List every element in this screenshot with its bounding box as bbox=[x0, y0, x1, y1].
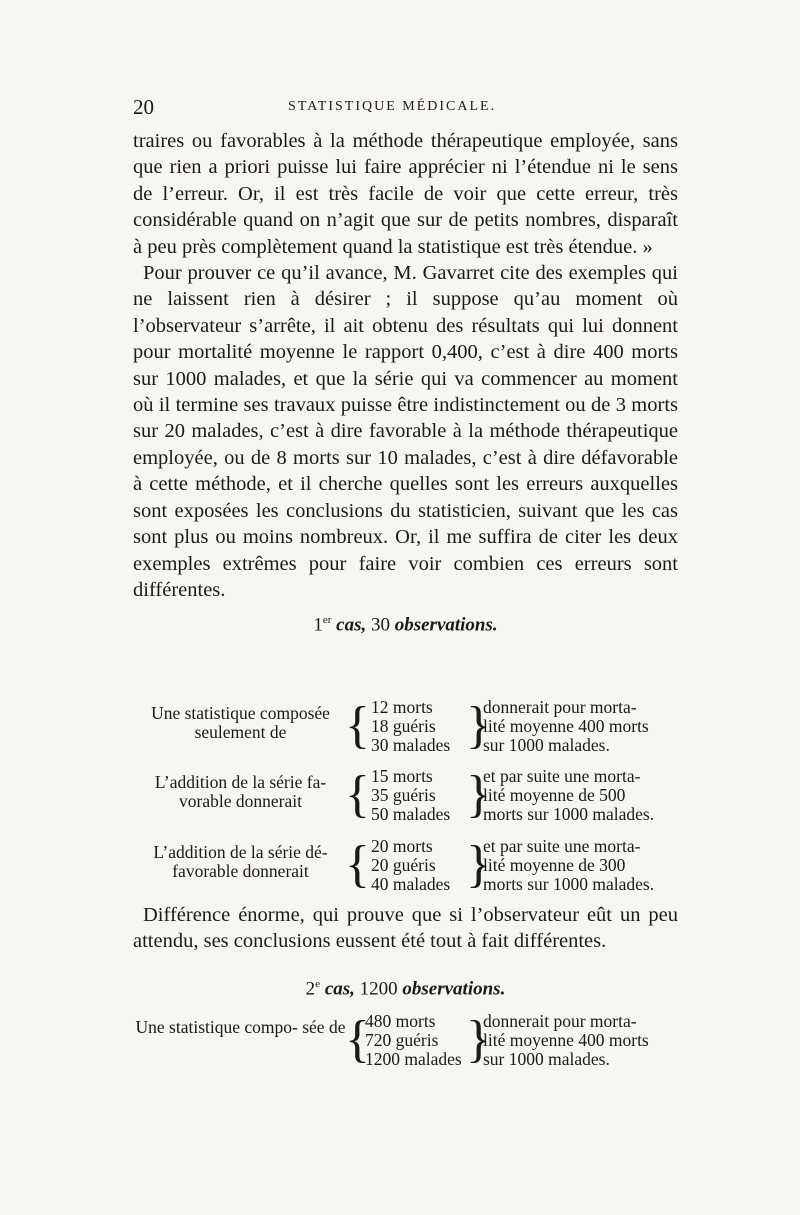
brace-glyph: { bbox=[345, 1011, 370, 1068]
row-label: Une statistique compo- sée de bbox=[135, 1017, 346, 1037]
brace-glyph: { bbox=[345, 766, 370, 823]
running-title: STATISTIQUE MÉDICALE. bbox=[288, 99, 497, 114]
case-1-caption: 1er cas, 30 observations. bbox=[313, 614, 498, 636]
row-values: 20 morts 20 guéris 40 malades bbox=[371, 836, 451, 894]
brace-glyph: } bbox=[466, 1011, 491, 1068]
paragraph-3: Différence énorme, qui prouve que si l’observateur eût un peu attendu, ses conclusions eussent été tout à fait différentes. bbox=[133, 904, 678, 953]
text-body bbox=[133, 128, 678, 639]
case-2-caption: 2e cas, 1200 observations. bbox=[305, 977, 506, 1000]
row-result: donnerait pour morta- lité moyenne 400 morts sur 1000 malades. bbox=[483, 1011, 649, 1069]
row-values: 12 morts 18 guéris 30 malades bbox=[371, 697, 451, 755]
text-body-2 bbox=[133, 902, 678, 1003]
page-header bbox=[133, 95, 678, 125]
page-number: 20 bbox=[133, 95, 154, 119]
brace-glyph: } bbox=[466, 697, 491, 754]
paragraph-1: traires ou favorables à la méthode thérapeutique employée, sans que rien a priori puisse lui faire apprécier ni l’étendue ni le sens de l’erreur. Or, il est très facile de voir que cette erreur, très considérable quand on n’agit que sur de petits nombres, disparaît à peu près complètement quand la statistique est très étendue. » bbox=[133, 130, 678, 258]
row-result: et par suite une morta- lité moyenne de 300 morts sur 1000 malades. bbox=[483, 836, 655, 894]
brace-glyph: } bbox=[466, 836, 491, 893]
row-result: donnerait pour morta- lité moyenne 400 morts sur 1000 malades. bbox=[483, 697, 649, 755]
paragraph-2: Pour prouver ce qu’il avance, M. Gavarret cite des exemples qui ne laissent rien à désirer ; il suppose qu’au moment où l’observateur s’arrête, il ait obtenu des résultats qui lui donnent pour mortalité moyenne le rapport 0,400, c’est à dire 400 morts sur 1000 malades, et que la série qui va commencer au moment où il termine ses travaux puisse être indistinctement ou de 3 morts sur 20 malades, c’est à dire favorable à la méthode thérapeutique employée, ou de 8 morts sur 10 malades, c’est à dire défavorable à cette méthode, et il cherche quelles sont les erreurs auxquelles sont exposées les conclusions du statisticien, suivant que les cas sont plus ou moins nombreux. Or, il me suffira de citer les deux exemples extrêmes pour faire voir combien ces erreurs sont différentes. bbox=[133, 262, 678, 601]
row-values: 15 morts 35 guéris 50 malades bbox=[371, 766, 451, 824]
row-label: L’addition de la série fa- vorable donnerait bbox=[154, 772, 327, 811]
brace-glyph: { bbox=[345, 836, 370, 893]
row-values: 480 morts 720 guéris 1200 malades bbox=[365, 1011, 462, 1069]
brace-glyph: } bbox=[466, 766, 491, 823]
row-label: Une statistique composée seulement de bbox=[151, 703, 330, 742]
brace-glyph: { bbox=[345, 697, 370, 754]
row-result: et par suite une morta- lité moyenne de 500 morts sur 1000 malades. bbox=[483, 766, 655, 824]
row-label: L’addition de la série dé- favorable donnerait bbox=[153, 842, 328, 881]
